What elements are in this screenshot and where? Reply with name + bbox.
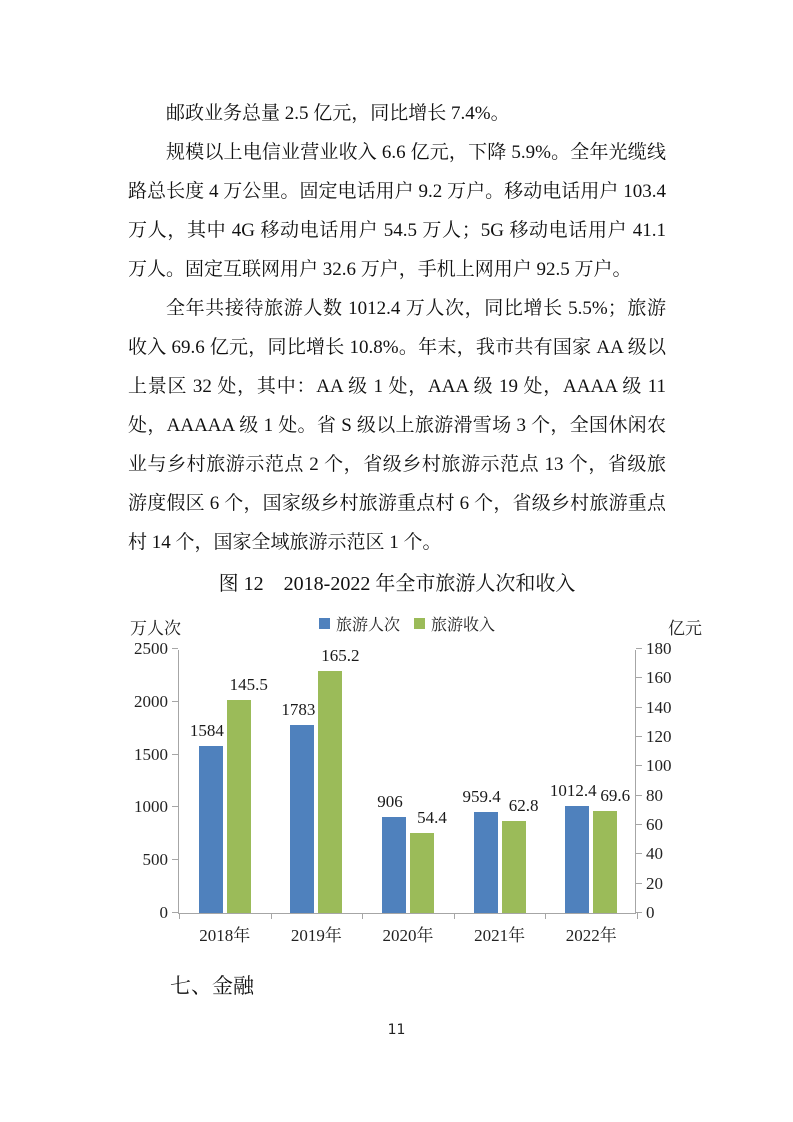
bar-visitors bbox=[474, 812, 498, 913]
axis-tick-mark bbox=[636, 853, 642, 854]
section-heading: 七、金融 bbox=[170, 974, 254, 998]
legend-item-revenue bbox=[414, 612, 495, 635]
bar-revenue bbox=[593, 811, 617, 913]
legend-item-visitors bbox=[319, 612, 400, 635]
data-label: 1783 bbox=[281, 699, 316, 719]
left-axis-unit-label: 万人次 bbox=[130, 619, 181, 638]
axis-tick-mark bbox=[454, 913, 455, 919]
data-label: 62.8 bbox=[508, 795, 539, 815]
axis-tick-mark bbox=[172, 701, 178, 702]
axis-tick-mark bbox=[636, 677, 642, 678]
axis-tick-mark bbox=[636, 883, 642, 884]
axis-tick-mark bbox=[179, 913, 180, 919]
axis-tick-mark bbox=[636, 648, 642, 649]
category-label: 2021年 bbox=[474, 926, 526, 945]
data-label: 165.2 bbox=[321, 645, 360, 665]
axis-tick-mark bbox=[172, 859, 178, 860]
bar-revenue bbox=[227, 700, 251, 913]
axis-tick-label: 20 bbox=[646, 873, 663, 893]
axis-tick-mark bbox=[362, 913, 363, 919]
axis-tick-mark bbox=[172, 806, 178, 807]
axis-tick-mark bbox=[636, 824, 642, 825]
page-content bbox=[128, 94, 702, 1000]
figure-caption: 图 12 2018-2022 年全市旅游人次和收入 bbox=[218, 573, 576, 595]
axis-tick-label: 500 bbox=[142, 850, 168, 870]
axis-tick-label: 1000 bbox=[134, 797, 168, 817]
axis-tick-mark bbox=[636, 707, 642, 708]
paragraph-postal: 邮政业务总量 2.5 亿元，同比增长 7.4%。 bbox=[166, 103, 510, 124]
paragraph-tourism: 全年共接待旅游人数 1012.4 万人次，同比增长 5.5%；旅游收入 69.6 亿元，同比增长 10.8%。年末，我市共有国家 AA 级以上景区 32 处，其中：AA 级 1 处，AAA 级 19 处，AAAA 级 11 处，AAAAA 级 1 处。省 S 级以上旅游滑雪场 3 个，全国休闲农业与乡村旅游示范点 2 个，省级乡村旅游示范点 13 个，省级旅游度假区 6 个，国家级乡村旅游重点村 6 个，省级乡村旅游重点村 14 个，国家全域旅游示范区 1 个。 bbox=[128, 298, 666, 553]
category-label: 2020年 bbox=[382, 926, 434, 945]
legend-label-visitors: 旅游人次 bbox=[335, 617, 400, 634]
axis-tick-mark bbox=[172, 754, 178, 755]
category-label: 2018年 bbox=[199, 926, 251, 945]
axis-tick-mark bbox=[636, 765, 642, 766]
plot-area bbox=[134, 639, 672, 945]
bar-revenue bbox=[502, 821, 526, 913]
category-label: 2022年 bbox=[565, 926, 617, 945]
data-label: 1012.4 bbox=[549, 781, 597, 801]
axis-tick-label: 180 bbox=[646, 639, 672, 658]
axis-tick-label: 140 bbox=[646, 697, 672, 717]
data-label: 145.5 bbox=[229, 674, 268, 694]
tourism-chart bbox=[130, 604, 702, 944]
axis-tick-mark bbox=[545, 913, 546, 919]
bar-visitors bbox=[565, 806, 589, 913]
axis-tick-mark bbox=[636, 736, 642, 737]
data-label: 69.6 bbox=[600, 785, 631, 805]
axis-tick-label: 0 bbox=[159, 903, 168, 922]
data-label: 54.4 bbox=[417, 808, 447, 828]
data-label: 906 bbox=[377, 792, 403, 812]
axis-tick-label: 0 bbox=[646, 903, 655, 922]
paragraph-telecom: 规模以上电信业营业收入 6.6 亿元，下降 5.9%。全年光缆线路总长度 4 万公里。固定电话用户 9.2 万户。移动电话用户 103.4 万人，其中 4G 移动电话用户 54.5 万人；5G 移动电话用户 41.1 万人。固定互联网用户 32.6 万户，手机上网用户 92.5 万户。 bbox=[128, 142, 666, 280]
right-axis-unit-label: 亿元 bbox=[668, 619, 702, 638]
axis-tick-label: 100 bbox=[646, 756, 672, 776]
axis-tick-label: 80 bbox=[646, 785, 663, 805]
axis-tick-label: 2000 bbox=[134, 691, 168, 711]
chart-legend bbox=[178, 612, 636, 635]
axis-tick-label: 40 bbox=[646, 844, 663, 864]
page-number: 11 bbox=[387, 1022, 406, 1038]
bar-revenue bbox=[410, 833, 434, 913]
category-label: 2019年 bbox=[290, 926, 342, 945]
axis-tick-mark bbox=[172, 648, 178, 649]
bar-revenue bbox=[318, 671, 342, 913]
bar-visitors bbox=[199, 746, 223, 913]
legend-swatch-visitors bbox=[319, 618, 330, 629]
axis-tick-mark bbox=[172, 912, 178, 913]
axis-tick-label: 160 bbox=[646, 668, 672, 688]
legend-label-revenue: 旅游收入 bbox=[431, 617, 496, 634]
axis-tick-label: 60 bbox=[646, 815, 663, 834]
axis-tick-label: 2500 bbox=[134, 639, 168, 658]
data-label: 959.4 bbox=[462, 786, 501, 806]
axis-tick-label: 120 bbox=[646, 727, 672, 746]
axis-tick-mark bbox=[271, 913, 272, 919]
data-label: 1584 bbox=[189, 720, 224, 740]
axis-tick-mark bbox=[637, 913, 638, 919]
bar-visitors bbox=[290, 725, 314, 913]
legend-swatch-revenue bbox=[414, 618, 425, 629]
bar-visitors bbox=[382, 817, 406, 913]
axis-tick-label: 1500 bbox=[134, 744, 168, 764]
